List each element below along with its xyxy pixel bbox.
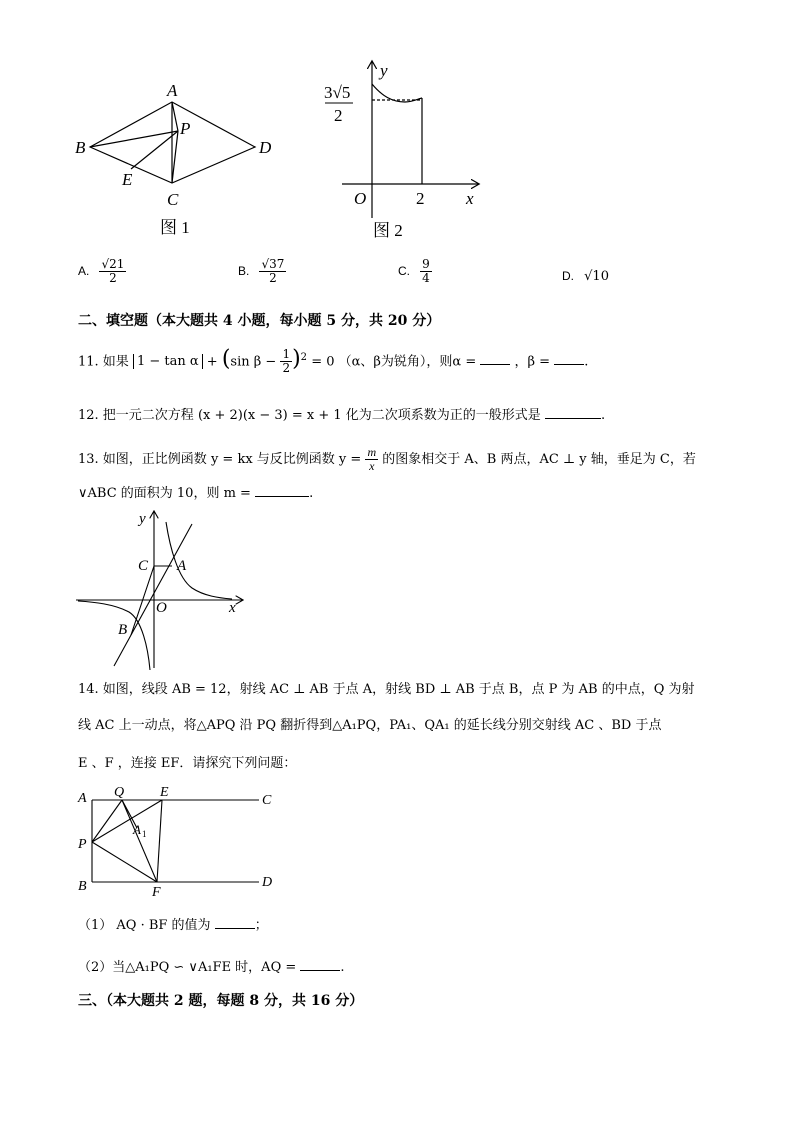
answer-blank-q14-2[interactable] bbox=[300, 956, 340, 971]
svg-text:P: P bbox=[78, 837, 87, 852]
label-p: P bbox=[180, 119, 191, 138]
answer-blank-alpha[interactable] bbox=[480, 350, 510, 365]
svg-text:B: B bbox=[78, 879, 87, 894]
question-14-part-1: （1） AQ · BF 的值为 ； bbox=[78, 914, 268, 936]
svg-text:F: F bbox=[152, 885, 161, 900]
label-b: B bbox=[75, 138, 86, 157]
curve bbox=[372, 84, 422, 102]
y-axis-label: y bbox=[380, 61, 388, 80]
segment-bp bbox=[90, 131, 178, 147]
svg-text:C: C bbox=[262, 793, 272, 808]
option-a[interactable]: A. $\frac{√21}{2}$ bbox=[78, 257, 125, 285]
question-14-line-1: 14. 如图，线段 AB = 12，射线 AC ⊥ AB 于点 A，射线 BD ⊥ AB 于点 B，点 P 为 AB 的中点，Q 为射 bbox=[78, 682, 695, 697]
svg-text:A: A bbox=[78, 791, 87, 806]
answer-blank-q13[interactable] bbox=[255, 482, 309, 497]
figure-1-caption: 图 1 bbox=[160, 218, 190, 237]
svg-text:E: E bbox=[160, 785, 169, 800]
svg-text:1: 1 bbox=[142, 829, 147, 839]
y-tick-denominator: 2 bbox=[334, 106, 343, 125]
label-d: D bbox=[259, 138, 272, 157]
label-e: E bbox=[122, 170, 133, 189]
label-c: C bbox=[167, 190, 179, 209]
svg-text:D: D bbox=[262, 875, 273, 890]
question-13-line-2: ∨ABC 的面积为 10，则 m = . bbox=[78, 482, 313, 504]
figure-2-caption: 图 2 bbox=[373, 221, 403, 240]
hyperbola-branch-1 bbox=[166, 522, 232, 599]
svg-text:y: y bbox=[139, 511, 146, 527]
question-14-line-2: 线 AC 上一动点，将△APQ 沿 PQ 翻折得到△A₁PQ，PA₁、QA₁ 的延长线分别交射线 AC 、BD 于点 bbox=[78, 718, 662, 733]
svg-text:O: O bbox=[156, 600, 167, 616]
question-12: 12. 把一元二次方程 (x + 2)(x − 3) = x + 1 化为二次项系数为正的一般形式是 . bbox=[78, 404, 605, 426]
svg-text:Q: Q bbox=[114, 785, 125, 800]
x-axis-label: x bbox=[466, 189, 474, 208]
answer-blank-q12[interactable] bbox=[545, 404, 601, 419]
question-11: 11. 如果 1 − tan α + (sin β − $\frac{1}{2}$ )$^2$ = 0 （α、β为锐角），则α = ，β = . bbox=[78, 346, 589, 376]
svg-text:B: B bbox=[118, 622, 128, 638]
svg-text:x: x bbox=[229, 600, 236, 616]
option-d[interactable]: D. √10 bbox=[562, 269, 609, 284]
svg-text:A: A bbox=[177, 558, 187, 574]
answer-blank-q14-1[interactable] bbox=[215, 914, 255, 929]
figure-2 bbox=[320, 58, 500, 248]
answer-blank-beta[interactable] bbox=[554, 350, 584, 365]
question-14-part-2: （2）当△A₁PQ ∽ ∨A₁FE 时，AQ = . bbox=[78, 956, 345, 978]
svg-text:C: C bbox=[138, 558, 149, 574]
figure-1 bbox=[70, 75, 290, 245]
question-14-line-3: E 、F ，连接 EF．请探究下列问题： bbox=[78, 756, 297, 771]
svg-text:A: A bbox=[133, 822, 141, 837]
section-2-title: 二、填空题（本大题共 4 小题，每小题 5 分，共 20 分） bbox=[78, 313, 441, 329]
x-tick-label: 2 bbox=[416, 189, 425, 208]
label-a: A bbox=[167, 81, 178, 100]
question-13-line-1: 13. 如图，正比例函数 y = kx 与反比例函数 y = $\frac{m}{x}$ 的图象相交于 A、B 两点，AC ⊥ y 轴，垂足为 C，若 bbox=[78, 445, 696, 473]
origin-label: O bbox=[354, 189, 367, 208]
line-y-kx bbox=[114, 524, 192, 666]
segment-pe bbox=[131, 131, 178, 169]
y-tick-numerator: 3√5 bbox=[324, 83, 351, 102]
section-3-title: 三、（本大题共 2 题，每题 8 分，共 16 分） bbox=[78, 993, 364, 1009]
option-c[interactable]: C. $\frac{9}{4}$ bbox=[398, 257, 430, 285]
figure-q14 bbox=[74, 782, 284, 900]
figure-q13 bbox=[74, 508, 249, 673]
option-b[interactable]: B. $\frac{√37}{2}$ bbox=[238, 257, 285, 285]
